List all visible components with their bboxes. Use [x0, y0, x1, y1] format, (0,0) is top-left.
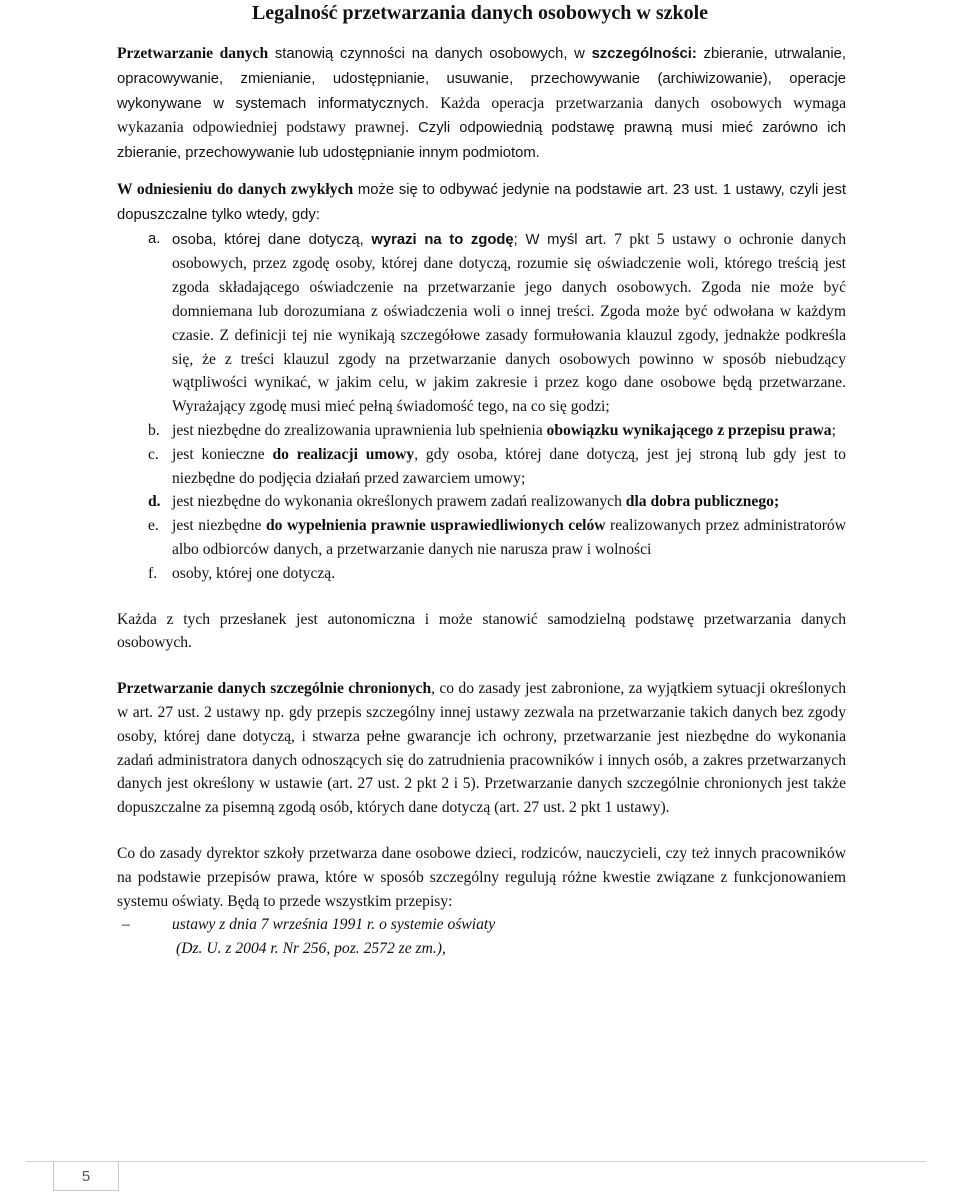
dash-marker: –: [122, 916, 130, 934]
regulation-title: ustawy z dnia 7 września 1991 r. o systemie oświaty: [172, 916, 496, 934]
text-run: osoba, której dane dotyczą,: [172, 231, 372, 248]
list-item-a: [117, 228, 846, 419]
bold-term: Przetwarzanie danych szczególnie chronionych: [117, 680, 432, 698]
text-run: osoby, której one dotyczą.: [172, 564, 336, 582]
list-item-e: [117, 514, 846, 562]
text-run: , co do zasady jest zabronione, za wyjątkiem sytuacji określonych w art. 27 ust. 2 ustawy np. gdy przepis szczególny innej ustawy zezwala na przetwarzanie takich danych bez zgody osoby, której dane dotyczą, i stwarza pełne gwarancje ich ochrony, przetwarzanie jest niezbędne do wykonania zadań administratora danych odnoszących się do zatrudnienia pracowników i innych osób, a zakres przetwarzanych danych jest określony w ustawie (art. 27 ust. 2 pkt 2 i 5). Przetwarzanie danych szczególnie chronionych jest także dopuszczalne za pisemną zgodą osób, których dane dotyczą (art. 27 ust. 2 pkt 1 ustawy).: [117, 680, 846, 817]
text-run: ;: [831, 421, 836, 439]
bold-term: dla dobra publicznego;: [625, 493, 780, 511]
text-run: może się to odbywać jedynie na podstawie art. 23 ust. 1 ustawy, czyli jest dopuszczalne tylko wtedy, gdy:: [117, 181, 846, 223]
list-marker: c.: [148, 445, 159, 463]
list-item-b: [117, 419, 846, 443]
text-run: realizowanych przez administratorów albo odbiorców danych, a przetwarzanie danych nie narusza praw i wolności: [172, 517, 846, 558]
text-run: jest konieczne: [172, 445, 273, 463]
paragraph-school-director: Co do zasady dyrektor szkoły przetwarza dane osobowe dzieci, rodziców, nauczycieli, czy też innych pracowników na podstawie przepisów prawa, które w sposób szczególny regulują różne kwestie związane z funkcjonowaniem systemu oświaty. Będą to przede wszystkim przepisy:: [117, 844, 846, 910]
list-marker: e.: [148, 517, 159, 535]
bold-term: obowiązku wynikającego z przepisu prawa: [546, 421, 832, 439]
paragraph-sensitive-data: [117, 677, 846, 820]
list-marker: a.: [148, 230, 161, 247]
text-run: stanowią czynności na danych osobowych, w: [268, 46, 592, 62]
bold-term: do realizacji umowy: [272, 445, 415, 463]
list-item: [117, 913, 846, 961]
text-run: jest niezbędne do zrealizowania uprawnienia lub spełnienia: [172, 421, 547, 439]
paragraph-autonomy: Każda z tych przesłanek jest autonomiczna i może stanowić samodzielną podstawę przetwarzania danych osobowych.: [117, 610, 846, 652]
bold-term: do wypełnienia prawnie usprawiedliwionych celów: [265, 517, 606, 535]
text-run: jest niezbędne do wykonania określonych prawem zadań realizowanych: [172, 493, 626, 511]
page-title: Legalność przetwarzania danych osobowych w szkole: [251, 2, 709, 24]
page-number: 5: [53, 1162, 119, 1191]
bold-term: wyrazi na to zgodę: [371, 231, 514, 248]
footer-divider: [26, 1161, 926, 1162]
text-run: 7 pkt 5 ustawy o ochronie danych osobowych, przez zgodę osoby, której dane dotyczą, rozumie się oświadczenie woli, którego treścią jest zgoda składającego oświadczenie na przetwarzanie jego danych osobowych. Zgoda nie może być domniemana lub dorozumiana z oświadczenia woli o innej treści. Zgoda może być odwołana w każdym czasie. Z definicji tej nie wynikają szczegółowe zasady formułowania klauzul zgody, jednakże podkreśla się, że z treści klauzul zgody na przetwarzanie danych osobowych powinno w sposób niebudzący wątpliwości wynikać, w jakim celu, w jakim zakresie i przez kogo dane osobowe będą przetwarzane. Wyrażający zgodę musi mieć pełną świadomość tego, na co się godzi;: [172, 230, 847, 416]
list-item-d: [117, 490, 846, 514]
regulation-citation: (Dz. U. z 2004 r. Nr 256, poz. 2572 ze zm.),: [176, 940, 446, 958]
text-run: Czyli odpowiednią podstawę prawną musi mieć zarówno ich zbieranie, przechowywanie lub udostępnianie innym podmiotom.: [117, 120, 847, 162]
regulations-list: [117, 913, 846, 961]
bold-term: W odniesieniu do danych zwykłych: [117, 180, 354, 198]
bold-term: szczególności:: [591, 46, 697, 62]
paragraph-ordinary-data: [117, 178, 846, 228]
paragraph-processing-definition: [117, 42, 846, 166]
list-marker: b.: [148, 421, 160, 439]
text-run: jest niezbędne: [172, 517, 266, 535]
legal-basis-list: [117, 228, 846, 586]
list-item-f: [117, 562, 846, 586]
list-marker: f.: [148, 564, 158, 582]
text-run: Każda operacja przetwarzania danych osobowych wymaga wykazania odpowiedniej podstawy prawnej.: [117, 94, 847, 137]
text-run: ; W myśl art.: [513, 231, 607, 248]
document-body: [117, 42, 846, 961]
text-run: , gdy osoba, której dane dotyczą, jest jej stroną lub gdy jest to niezbędne do podjęcia działań przed zawarciem umowy;: [172, 445, 846, 487]
bold-term: Przetwarzanie danych: [117, 45, 269, 62]
text-run: zbieranie, utrwalanie, opracowywanie, zmienianie, udostępnianie, usuwanie, przechowywanie (archiwizowanie), operacje wykonywane w systemach informatycznych.: [117, 46, 846, 112]
list-marker: d.: [148, 493, 161, 511]
list-item-c: [117, 443, 846, 491]
